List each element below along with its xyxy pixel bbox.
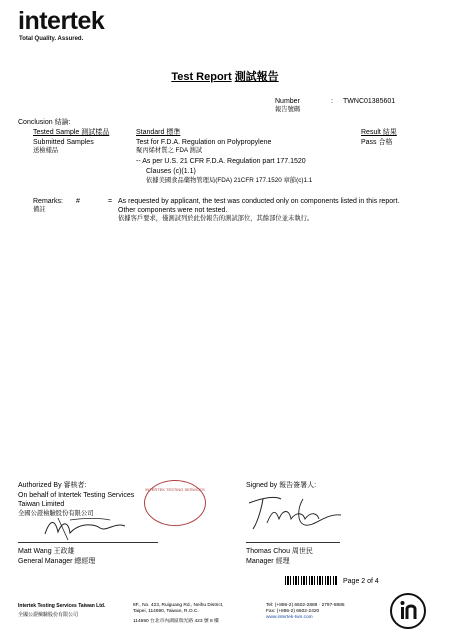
header-tested-sample: Tested Sample 測試樣品	[33, 129, 110, 136]
signature-matt-wang	[40, 514, 130, 544]
barcode	[285, 576, 337, 585]
signed-signature-line	[246, 542, 340, 543]
title-zh: 測試報告	[234, 71, 279, 83]
authorized-name: Matt Wang 王政雄	[18, 548, 75, 555]
page-number: Page 2 of 4	[343, 578, 379, 585]
signed-label: Signed by 報告簽署人:	[246, 482, 317, 489]
page-title	[0, 68, 450, 84]
sample-en: Submitted Samples	[33, 139, 94, 146]
footer-address-2: Taipei, 114690, Taiwan, R.O.C.	[133, 609, 199, 614]
signed-title: Manager 經理	[246, 558, 290, 565]
standard-zh: 聚丙烯材質之 FDA 測試	[136, 147, 203, 154]
footer-company-en: Intertek Testing Services Taiwan Ltd.	[18, 603, 106, 609]
sample-zh: 送檢樣品	[33, 147, 59, 154]
authorized-title: General Manager 總經理	[18, 558, 96, 565]
logo-tagline: Total Quality. Assured.	[19, 36, 84, 42]
footer-address-1: 8F., No. 423, Ruiguang Rd., Neihu District,	[133, 603, 224, 608]
report-number-colon: :	[331, 98, 333, 105]
footer-fax: Fax: (+886-2) 6602-2420	[266, 609, 320, 614]
header-standard: Standard 標準	[136, 129, 181, 136]
title-en: Test Report	[171, 71, 232, 83]
footer-website[interactable]: www.intertek-twn.com	[266, 615, 313, 620]
footer-company-zh: 全國公證檢驗股份有限公司	[18, 612, 79, 618]
report-number-label: Number	[275, 98, 300, 105]
remarks-label-zh: 備註	[33, 206, 46, 213]
authorized-behalf-2: Taiwan Limited	[18, 501, 65, 508]
company-seal: INTERTEK TESTING SERVICES	[144, 480, 206, 526]
header-result: Result 結果	[361, 129, 397, 136]
authorized-behalf-zh: 全國公證檢驗股份有限公司	[18, 510, 94, 517]
intertek-circle-logo	[390, 593, 426, 629]
clause-zh: 依據美國食品藥物管理局(FDA) 21CFR 177.1520 章節(c)1.1	[146, 177, 313, 184]
authorized-label: Authorized By 審核者:	[18, 482, 87, 489]
remarks-hash: #	[76, 198, 80, 205]
clause-line-1: -- As per U.S. 21 CFR F.D.A. Regulation part 177.1520	[136, 158, 306, 165]
remarks-equals: =	[108, 198, 113, 205]
signature-thomas-chou	[245, 493, 345, 535]
standard-en: Test for F.D.A. Regulation on Polypropylene	[136, 139, 272, 146]
authorized-behalf-1: On behalf of Intertek Testing Services	[18, 492, 135, 499]
signed-name: Thomas Chou 周世民	[246, 548, 313, 555]
result-value: Pass 合格	[361, 139, 393, 146]
remarks-label: Remarks:	[33, 198, 63, 205]
footer-tel: Tel: (+886-2) 6602-2888 · 2797-8885	[266, 603, 345, 608]
remarks-line-3: 依據客戶要求，僅測試列於此份報告的測試部位，其餘部位並未執行。	[118, 215, 314, 222]
intertek-logo: intertek	[18, 7, 105, 35]
footer-address-zh: 114690 台北市內湖區瑞光路 423 號 8 樓	[133, 619, 219, 624]
report-number-value: TWNC01385601	[343, 98, 396, 105]
authorized-signature-line	[18, 542, 158, 543]
remarks-line-2: Other components were not tested.	[118, 207, 228, 214]
clause-line-2: Clauses (c)(1.1)	[146, 168, 196, 175]
remarks-line-1: As requested by applicant, the test was conducted only on components listed in this report.	[118, 198, 400, 205]
report-number-label-zh: 報告號碼	[275, 106, 301, 113]
conclusion-label: Conclusion 結論:	[18, 119, 71, 126]
